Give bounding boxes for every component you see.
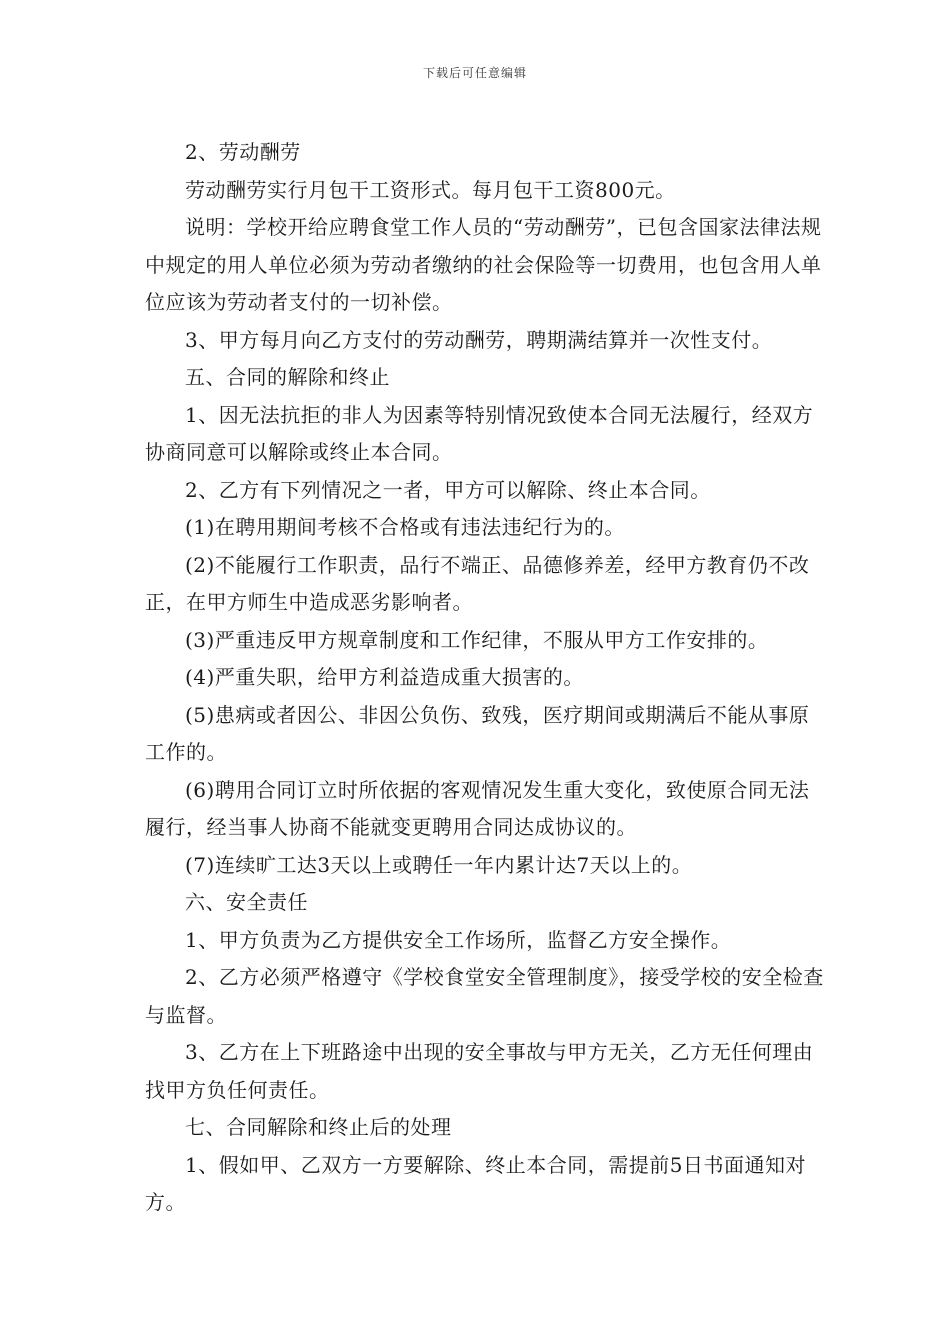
paragraph-safety-3: 3、乙方在上下班路途中出现的安全事故与甲方无关，乙方无任何理由找甲方负任何责任。 [145, 1040, 814, 1102]
page-header-note: 下载后可任意编辑 [422, 66, 527, 80]
paragraph-safety-1: 1、甲方负责为乙方提供安全工作场所，监督乙方安全操作。 [185, 927, 732, 952]
paragraph-termination-conditions: 2、乙方有下列情况之一者，甲方可以解除、终止本合同。 [185, 477, 711, 502]
paragraph-explanation: 说明：学校开给应聘食堂工作人员的“劳动酬劳”，已包含国家法律法规中规定的用人单位必须为劳动者缴纳的社会保险等一切费用，也包含用人单位应该为劳动者支付的一切补偿。 [145, 215, 822, 314]
paragraph-salary-form: 劳动酬劳实行月包干工资形式。每月包干工资800元。 [185, 177, 676, 202]
list-item-condition-2: (2)不能履行工作职责，品行不端正、品德修养差，经甲方教育仍不改正，在甲方师生中造成恶劣影响者。 [145, 552, 810, 614]
list-item-condition-6: (6)聘用合同订立时所依据的客观情况发生重大变化，致使原合同无法履行，经当事人协商不能就变更聘用合同达成协议的。 [145, 777, 810, 839]
list-item-condition-4: (4)严重失职，给甲方利益造成重大损害的。 [185, 665, 584, 689]
paragraph-force-majeure: 1、因无法抗拒的非人为因素等特别情况致使本合同无法履行，经双方协商同意可以解除或终止本合同。 [145, 402, 814, 464]
paragraph-safety-2: 2、乙方必须严格遵守《学校食堂安全管理制度》，接受学校的安全检查与监督。 [145, 965, 824, 1027]
document-body [145, 134, 825, 1222]
section-heading-termination: 五、合同的解除和终止 [185, 365, 390, 389]
list-item-condition-3: (3)严重违反甲方规章制度和工作纪律，不服从甲方工作安排的。 [185, 627, 769, 652]
section-heading-post-termination: 七、合同解除和终止后的处理 [185, 1115, 452, 1139]
list-item-condition-7: (7)连续旷工达3天以上或聘任一年内累计达7天以上的。 [185, 852, 693, 877]
paragraph-payment-settlement: 3、甲方每月向乙方支付的劳动酬劳，聘期满结算并一次性支付。 [185, 327, 773, 352]
section-heading-labor-pay: 2、劳动酬劳 [185, 140, 301, 164]
list-item-condition-5: (5)患病或者因公、非因公负伤、致残，医疗期间或期满后不能从事原工作的。 [145, 702, 810, 764]
section-heading-safety: 六、安全责任 [185, 890, 308, 914]
list-item-condition-1: (1)在聘用期间考核不合格或有违法违纪行为的。 [185, 515, 625, 539]
paragraph-notice-period: 1、假如甲、乙双方一方要解除、终止本合同，需提前5日书面通知对方。 [145, 1152, 806, 1214]
